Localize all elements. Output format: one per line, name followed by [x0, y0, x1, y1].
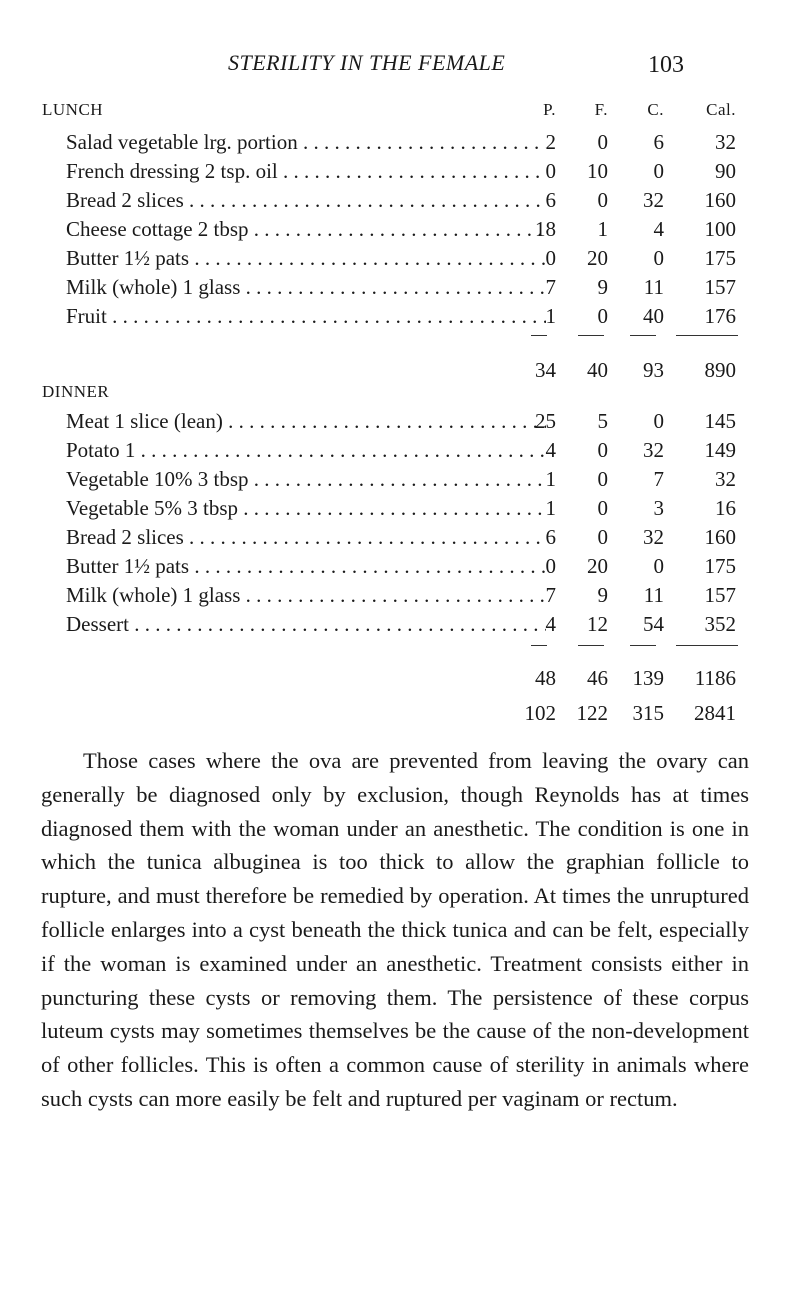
- cell-f: 0: [597, 304, 608, 328]
- cell-f: 20: [587, 246, 608, 270]
- grand-total-c: 315: [632, 701, 664, 725]
- cell-p: 0: [545, 159, 556, 183]
- grand-total-cal: 2841: [694, 701, 736, 725]
- cell-c: 54: [643, 612, 664, 636]
- table-row: [66, 275, 766, 303]
- cell-p: 6: [545, 188, 556, 212]
- cell-cal: 145: [704, 409, 736, 433]
- grand-total-row: [66, 701, 766, 729]
- item-name: Salad vegetable lrg. portion: [66, 130, 298, 154]
- cell-p: 1: [545, 496, 556, 520]
- table-row: [66, 159, 766, 187]
- table-row: [66, 438, 766, 466]
- cell-f: 0: [597, 496, 608, 520]
- item-name: Butter 1½ pats: [66, 554, 190, 578]
- item-name: Meat 1 slice (lean): [66, 409, 223, 433]
- cell-cal: 32: [715, 130, 736, 154]
- cell-f: 0: [597, 188, 608, 212]
- cell-f: 0: [597, 467, 608, 491]
- col-header-carbohydrate: C.: [647, 100, 664, 119]
- cell-c: 32: [643, 188, 664, 212]
- total-cal: 1186: [694, 666, 736, 690]
- cell-c: 11: [643, 275, 664, 299]
- cell-f: 0: [597, 525, 608, 549]
- table-header: [42, 100, 742, 122]
- table-row: [66, 130, 766, 158]
- cell-cal: 175: [704, 246, 736, 270]
- total-c: 139: [632, 666, 664, 690]
- total-p: 34: [535, 358, 556, 382]
- cell-p: 0: [545, 554, 556, 578]
- col-header-fat: F.: [594, 100, 608, 119]
- cell-cal: 90: [715, 159, 736, 183]
- col-header-protein: P.: [543, 100, 556, 119]
- cell-cal: 157: [704, 583, 736, 607]
- total-rule: [676, 645, 738, 646]
- table-row: [66, 188, 766, 216]
- total-rule: [578, 645, 604, 646]
- cell-p: 7: [545, 583, 556, 607]
- table-row: [66, 304, 766, 332]
- item-name: French dressing 2 tsp. oil: [66, 159, 278, 183]
- cell-f: 0: [597, 438, 608, 462]
- cell-c: 6: [653, 130, 664, 154]
- cell-cal: 160: [704, 525, 736, 549]
- col-header-calories: Cal.: [706, 100, 736, 119]
- cell-c: 11: [643, 583, 664, 607]
- cell-f: 10: [587, 159, 608, 183]
- cell-f: 9: [597, 275, 608, 299]
- cell-p: 18: [535, 217, 556, 241]
- item-name: Bread 2 slices: [66, 525, 184, 549]
- table-row: [66, 583, 766, 611]
- cell-p: 7: [545, 275, 556, 299]
- cell-p: 1: [545, 467, 556, 491]
- cell-c: 0: [653, 409, 664, 433]
- total-f: 40: [587, 358, 608, 382]
- table-row: [66, 612, 766, 640]
- cell-c: 4: [653, 217, 664, 241]
- cell-cal: 100: [704, 217, 736, 241]
- cell-p: 25: [535, 409, 556, 433]
- item-name: Vegetable 5% 3 tbsp: [66, 496, 239, 520]
- table-row: [66, 496, 766, 524]
- cell-cal: 160: [704, 188, 736, 212]
- table-row: [66, 467, 766, 495]
- total-rule: [531, 335, 547, 336]
- cell-cal: 175: [704, 554, 736, 578]
- lunch-label: LUNCH: [42, 100, 104, 119]
- cell-cal: 149: [704, 438, 736, 462]
- grand-total-f: 122: [576, 701, 608, 725]
- cell-c: 32: [643, 525, 664, 549]
- cell-c: 7: [653, 467, 664, 491]
- cell-p: 4: [545, 612, 556, 636]
- cell-cal: 157: [704, 275, 736, 299]
- cell-cal: 16: [715, 496, 736, 520]
- cell-c: 40: [643, 304, 664, 328]
- cell-p: 0: [545, 246, 556, 270]
- table-row: [66, 217, 766, 245]
- cell-cal: 176: [704, 304, 736, 328]
- item-name: Potato 1: [66, 438, 136, 462]
- cell-p: 1: [545, 304, 556, 328]
- total-rule: [630, 335, 656, 336]
- item-name: Fruit: [66, 304, 107, 328]
- cell-f: 9: [597, 583, 608, 607]
- dinner-total-row: [66, 666, 766, 694]
- total-f: 46: [587, 666, 608, 690]
- item-name: Butter 1½ pats: [66, 246, 190, 270]
- running-head: [0, 50, 800, 80]
- cell-p: 4: [545, 438, 556, 462]
- grand-total-p: 102: [524, 701, 556, 725]
- total-c: 93: [643, 358, 664, 382]
- total-rule: [676, 335, 738, 336]
- total-cal: 890: [704, 358, 736, 382]
- running-head-title: STERILITY IN THE FEMALE: [228, 50, 506, 75]
- item-name: Milk (whole) 1 glass: [66, 275, 241, 299]
- cell-f: 0: [597, 130, 608, 154]
- cell-cal: 352: [704, 612, 736, 636]
- table-row: [66, 554, 766, 582]
- cell-f: 12: [587, 612, 608, 636]
- cell-c: 0: [653, 554, 664, 578]
- cell-c: 0: [653, 159, 664, 183]
- cell-f: 1: [597, 217, 608, 241]
- table-row: [66, 525, 766, 553]
- cell-p: 6: [545, 525, 556, 549]
- total-rule: [630, 645, 656, 646]
- page-number: 103: [648, 52, 684, 78]
- item-name: Bread 2 slices: [66, 188, 184, 212]
- dinner-label: DINNER: [42, 382, 110, 401]
- lunch-total-row: [66, 358, 766, 386]
- cell-p: 2: [545, 130, 556, 154]
- table-row: [66, 246, 766, 274]
- table-row: [66, 409, 766, 437]
- body-paragraph: Those cases where the ova are prevented from leaving the ovary can generally be diagnosed only by exclusion, though Reynolds has at times diagnosed them with the woman under an anesthetic. The condition is one in which the tunica albuginea is too thick to allow the graphian follicle to rupture, and must therefore be remedied by operation. At times the unruptured follicle enlarges into a cyst beneath the thick tunica and can be felt, especially if the woman is examined under an anesthetic. Treatment consists either in puncturing these cysts or removing them. The persistence of these corpus luteum cysts may sometimes themselves be the cause of the non-development of other follicles. This is often a common cause of sterility in animals where such cysts can more easily be felt and ruptured per vaginam or rectum.: [41, 748, 749, 1111]
- total-rule: [578, 335, 604, 336]
- body-text: [41, 744, 749, 1116]
- item-name: Dessert: [66, 612, 129, 636]
- item-name: Milk (whole) 1 glass: [66, 583, 241, 607]
- cell-c: 0: [653, 246, 664, 270]
- item-name: Cheese cottage 2 tbsp: [66, 217, 249, 241]
- item-name: Vegetable 10% 3 tbsp: [66, 467, 249, 491]
- total-rule: [531, 645, 547, 646]
- cell-cal: 32: [715, 467, 736, 491]
- total-p: 48: [535, 666, 556, 690]
- cell-f: 20: [587, 554, 608, 578]
- cell-c: 32: [643, 438, 664, 462]
- cell-f: 5: [597, 409, 608, 433]
- cell-c: 3: [653, 496, 664, 520]
